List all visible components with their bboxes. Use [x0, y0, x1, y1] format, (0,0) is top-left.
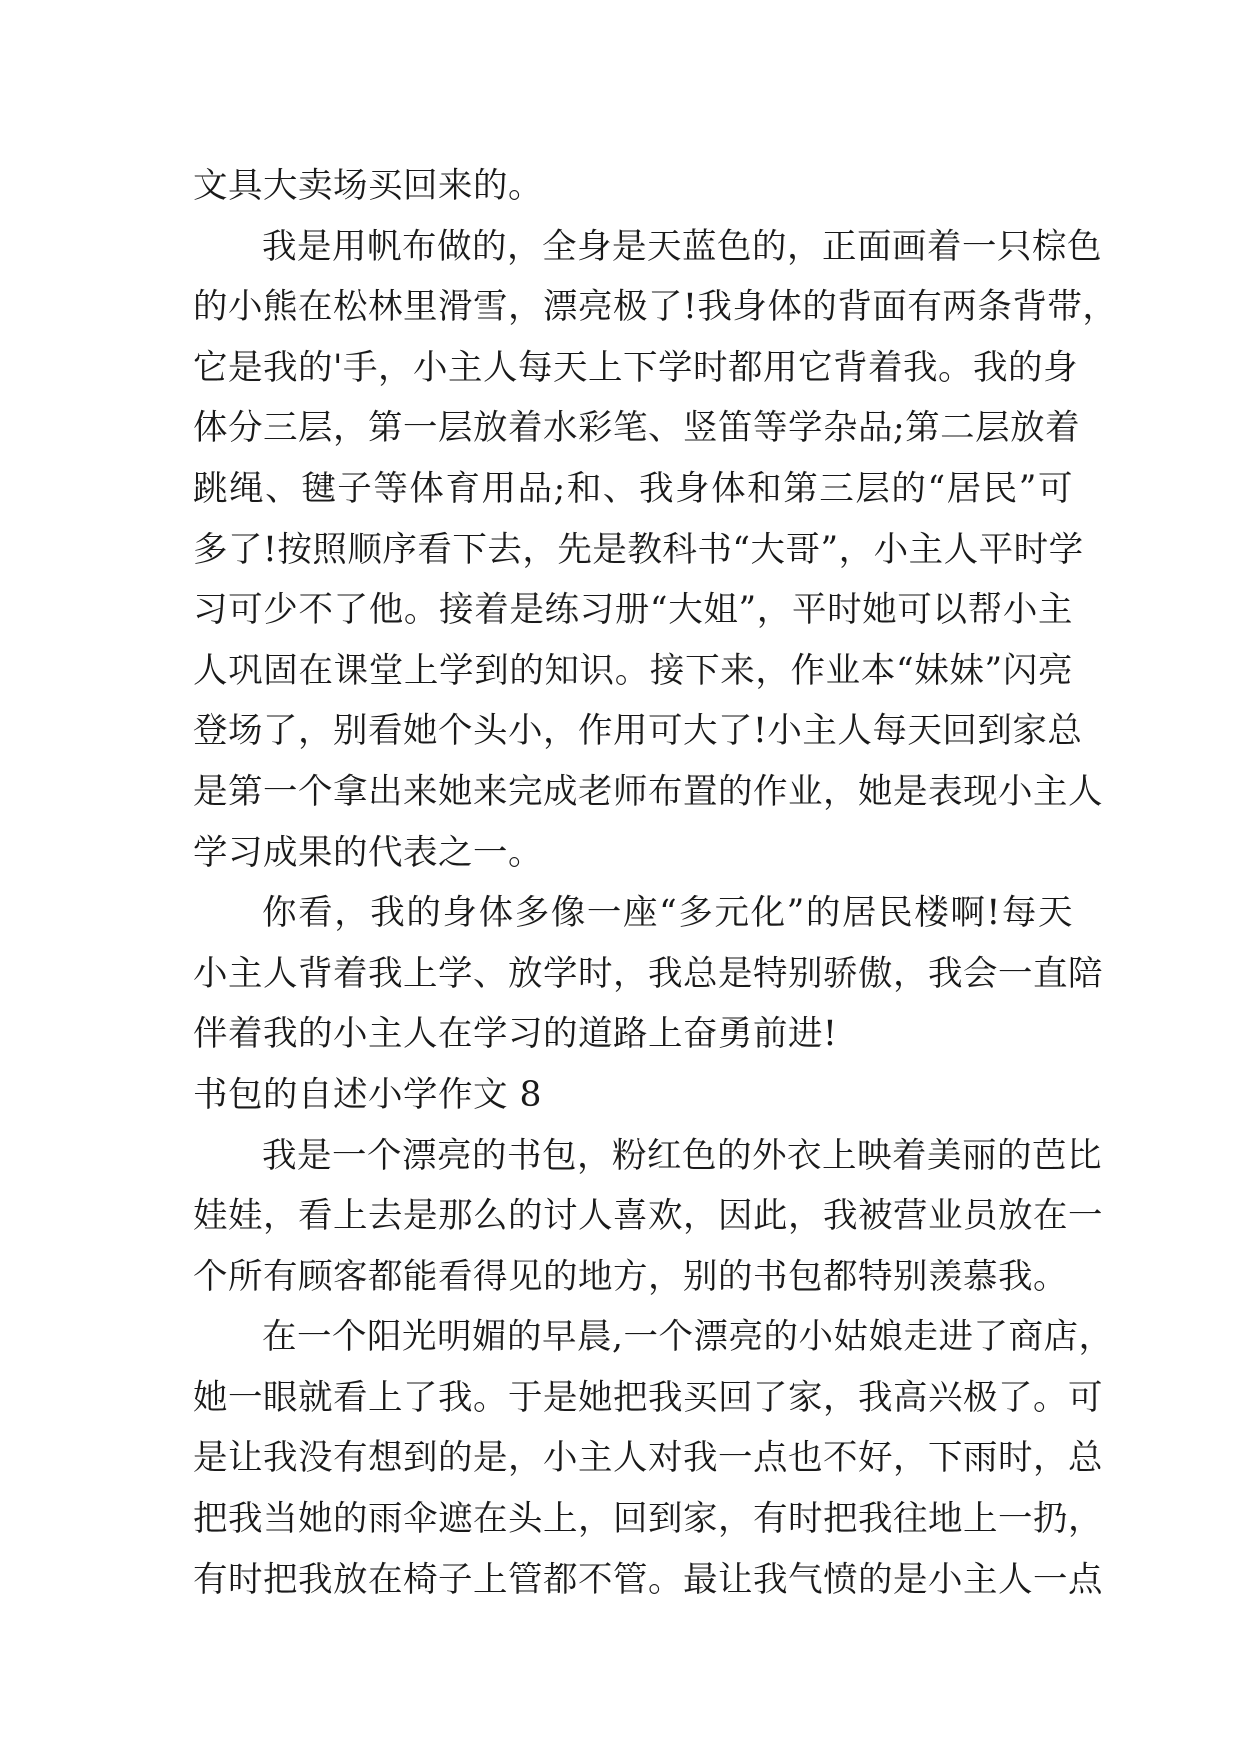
paragraph-line: 习可少不了他。接着是练习册“大姐”，平时她可以帮小主	[193, 590, 1073, 631]
paragraph-line: 多了!按照顺序看下去，先是教科书“大哥”，小主人平时学	[193, 529, 1084, 570]
paragraph-line: 学习成果的代表之一。	[193, 832, 543, 873]
paragraph-line: 个所有顾客都能看得见的地方，别的书包都特别羡慕我。	[193, 1256, 1068, 1297]
paragraph-line: 有时把我放在椅子上管都不管。最让我气愤的是小主人一点	[193, 1559, 1103, 1600]
paragraph-line: 我是一个漂亮的书包，粉红色的外衣上映着美丽的芭比	[262, 1135, 1102, 1176]
paragraph-line: 把我当她的雨伞遮在头上，回到家，有时把我往地上一扔，	[193, 1499, 1103, 1540]
paragraph-line: 娃娃，看上去是那么的讨人喜欢，因此，我被营业员放在一	[193, 1196, 1103, 1237]
paragraph-line: 登场了，别看她个头小，作用可大了!小主人每天回到家总	[193, 711, 1083, 752]
paragraph-line: 她一眼就看上了我。于是她把我买回了家，我高兴极了。可	[193, 1377, 1103, 1418]
paragraph-line: 我是用帆布做的，全身是天蓝色的，正面画着一只棕色	[262, 226, 1102, 267]
paragraph-line: 体分三层，第一层放着水彩笔、竖笛等学杂品;第二层放着	[193, 408, 1081, 449]
paragraph-line: 在一个阳光明媚的早晨,一个漂亮的小姑娘走进了商店，	[262, 1317, 1114, 1358]
paragraph-line: 文具大卖场买回来的。	[193, 166, 543, 206]
paragraph-line: 的小熊在松林里滑雪，漂亮极了!我身体的背面有两条背带，	[193, 287, 1118, 328]
paragraph-line: 它是我的'手，小主人每天上下学时都用它背着我。我的身	[193, 347, 1078, 388]
paragraph-line: 人巩固在课堂上学到的知识。接下来，作业本“妹妹”闪亮	[193, 650, 1073, 691]
paragraph-line: 你看，我的身体多像一座“多元化”的居民楼啊!每天	[262, 893, 1073, 934]
paragraph-line: 是让我没有想到的是，小主人对我一点也不好，下雨时，总	[193, 1438, 1103, 1479]
paragraph-line: 伴着我的小主人在学习的道路上奋勇前进!	[193, 1014, 838, 1055]
paragraph-line: 是第一个拿出来她来完成老师布置的作业，她是表现小主人	[193, 771, 1103, 812]
paragraph-line: 小主人背着我上学、放学时，我总是特别骄傲，我会一直陪	[193, 953, 1103, 994]
section-heading: 书包的自述小学作文 8	[193, 1074, 542, 1115]
essay-text	[193, 156, 1118, 1610]
paragraph-line: 跳绳、毽子等体育用品;和、我身体和第三层的“居民”可	[193, 468, 1073, 509]
